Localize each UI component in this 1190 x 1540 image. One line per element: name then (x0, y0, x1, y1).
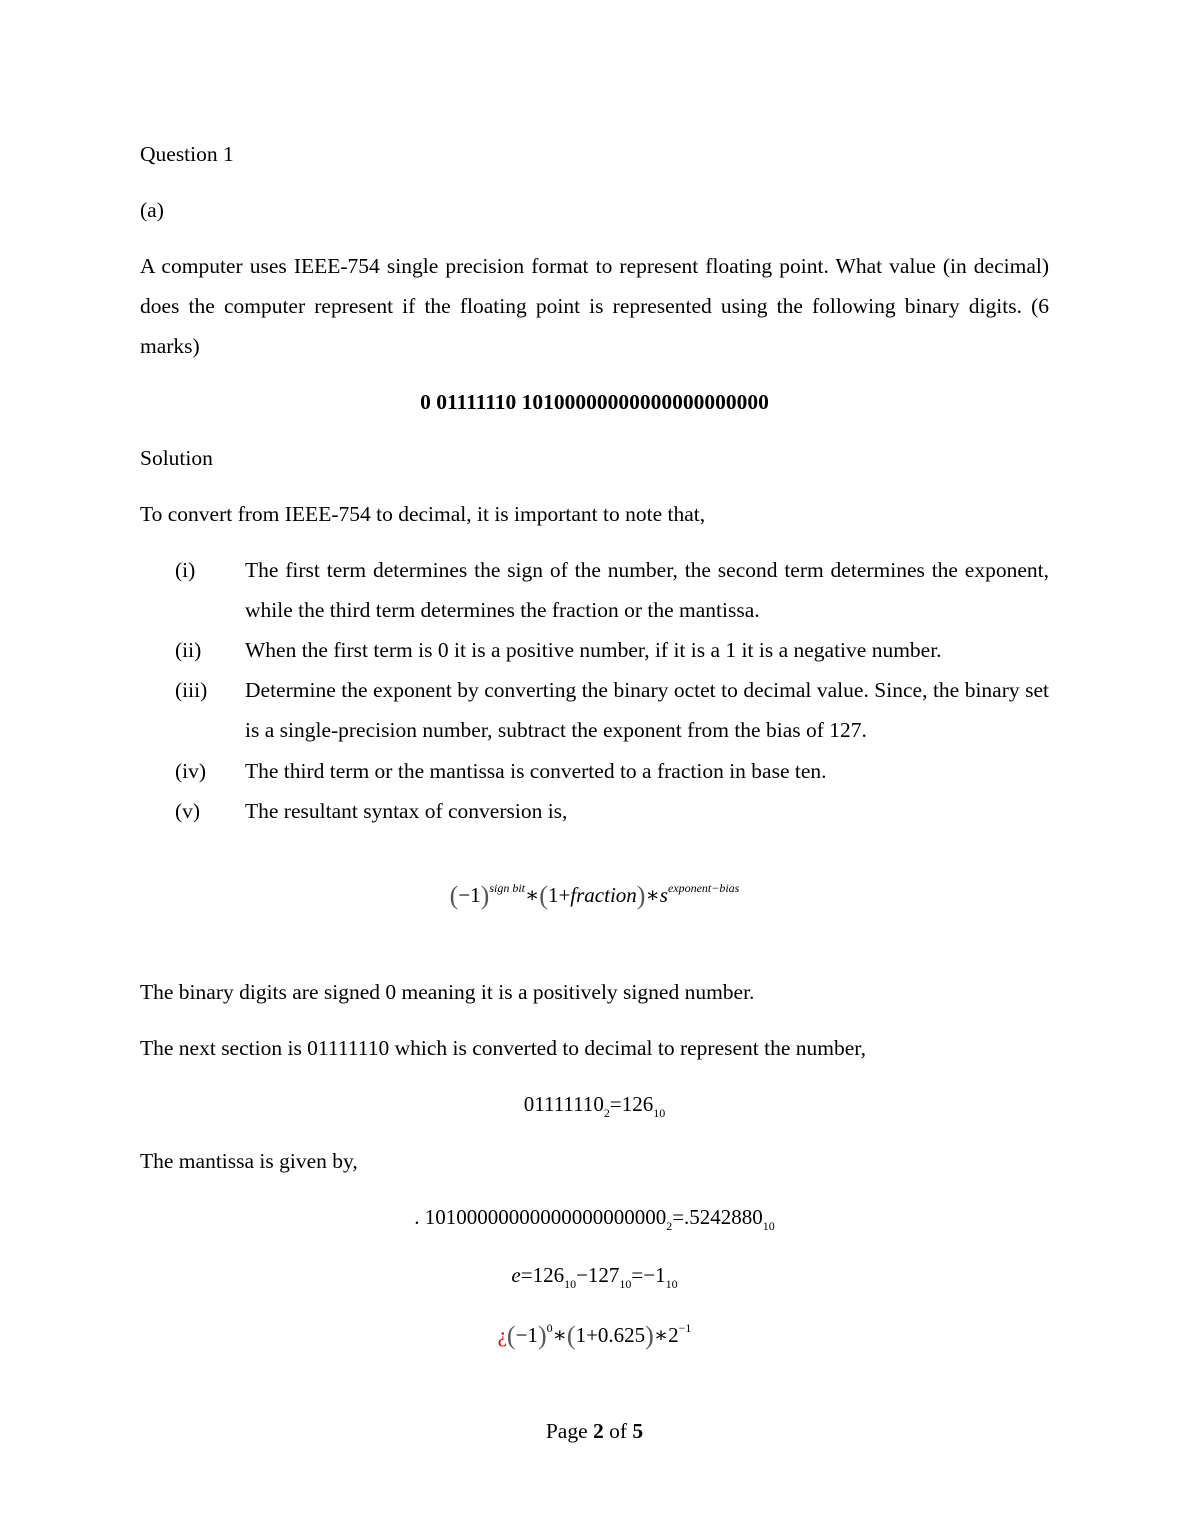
formula-exponent-sign: sign bit (489, 881, 525, 895)
mantissa-rhs-base: 10 (762, 1219, 775, 1233)
formula-s: s (659, 883, 668, 907)
exponent-equation: $e=126_{10}-127_{10}=-1_{10}$ (511, 1263, 678, 1291)
final-base: −1 (515, 1323, 538, 1347)
final-base-exponent: 0 (546, 1321, 553, 1335)
final-mid: 1+0.625 (575, 1323, 646, 1347)
step-number: (ii) (175, 638, 202, 662)
final-lead-symbol: ¿ (497, 1323, 507, 1347)
question-part: (a) (140, 198, 164, 222)
final-equation: ¿$(-1)^0∗(1+0.625)∗2^{-1}$ (497, 1321, 692, 1350)
mantissa-lhs: . 10100000000000000000000 (414, 1205, 667, 1229)
e-term-a-base: 10 (564, 1277, 577, 1291)
mantissa-lhs-base: 2 (666, 1219, 673, 1233)
e-term-b-base: 10 (619, 1277, 632, 1291)
mantissa-explanation: The mantissa is given by, (140, 1149, 358, 1173)
formula-mid: 1+ (547, 883, 571, 907)
step-text: When the first term is 0 it is a positive number, if it is a 1 it is a negative number. (245, 638, 942, 662)
footer-of-word: of (609, 1419, 628, 1443)
sign-explanation: The binary digits are signed 0 meaning it is a positively signed number. (140, 980, 755, 1004)
exp-rhs-base: 10 (653, 1106, 666, 1120)
step-text: The first term determines the sign of the number, the second term determines the exponent, while the third term determines the fraction or the mantissa. (245, 558, 1049, 622)
e-term-a: 126 (532, 1263, 565, 1287)
e-result: −1 (643, 1263, 666, 1287)
conversion-formula: $(-1)^{sign bit}∗(1+fraction)∗s^{exponent-bias}$ (449, 881, 740, 910)
page-footer (140, 1417, 1049, 1445)
next-section-explanation: The next section is 01111110 which is converted to decimal to represent the number, (140, 1036, 866, 1060)
e-term-b: 127 (587, 1263, 620, 1287)
exp-lhs: 01111110 (523, 1092, 604, 1116)
step-text: The third term or the mantissa is converted to a fraction in base ten. (245, 759, 827, 783)
step-number: (i) (175, 558, 196, 582)
step-text: The resultant syntax of conversion is, (245, 799, 568, 823)
final-tail: 2 (668, 1323, 679, 1347)
exp-rhs: 126 (621, 1092, 654, 1116)
mantissa-equation: . $10100000000000000000000_2=.5242880_{10}$ (414, 1205, 775, 1233)
exponent-conversion-equation: $01111110_2=126_{10}$ (523, 1092, 666, 1120)
mantissa-rhs: .5242880 (684, 1205, 763, 1229)
solution-heading: Solution (140, 446, 213, 470)
step-number: (iv) (175, 759, 207, 783)
step-text: Determine the exponent by converting the binary octet to decimal value. Since, the binary set is a single-precision number, subtract the exponent from the bias of 127. (245, 678, 1049, 742)
exp-lhs-base: 2 (603, 1106, 610, 1120)
footer-page-total: 5 (632, 1419, 644, 1443)
step-number: (v) (175, 799, 201, 823)
footer-page-number: 2 (593, 1419, 604, 1443)
final-tail-exponent: −1 (678, 1321, 692, 1335)
question-prompt: A computer uses IEEE-754 single precision format to represent floating point. What value (in decimal) does the computer represent if the floating point is represented using the following binary digits. (6 marks) (140, 254, 1049, 358)
solution-intro: To convert from IEEE-754 to decimal, it is important to note that, (140, 502, 706, 526)
question-title: Question 1 (140, 142, 234, 166)
formula-base: −1 (458, 883, 481, 907)
step-number: (iii) (175, 678, 208, 702)
footer-page-word: Page (545, 1419, 588, 1443)
binary-digits: 0 01111110 10100000000000000000000 (420, 390, 769, 414)
e-variable: e (511, 1263, 521, 1287)
formula-fraction: fraction (570, 883, 637, 907)
formula-exponent-bias: exponent−bias (667, 881, 740, 895)
e-result-base: 10 (665, 1277, 678, 1291)
